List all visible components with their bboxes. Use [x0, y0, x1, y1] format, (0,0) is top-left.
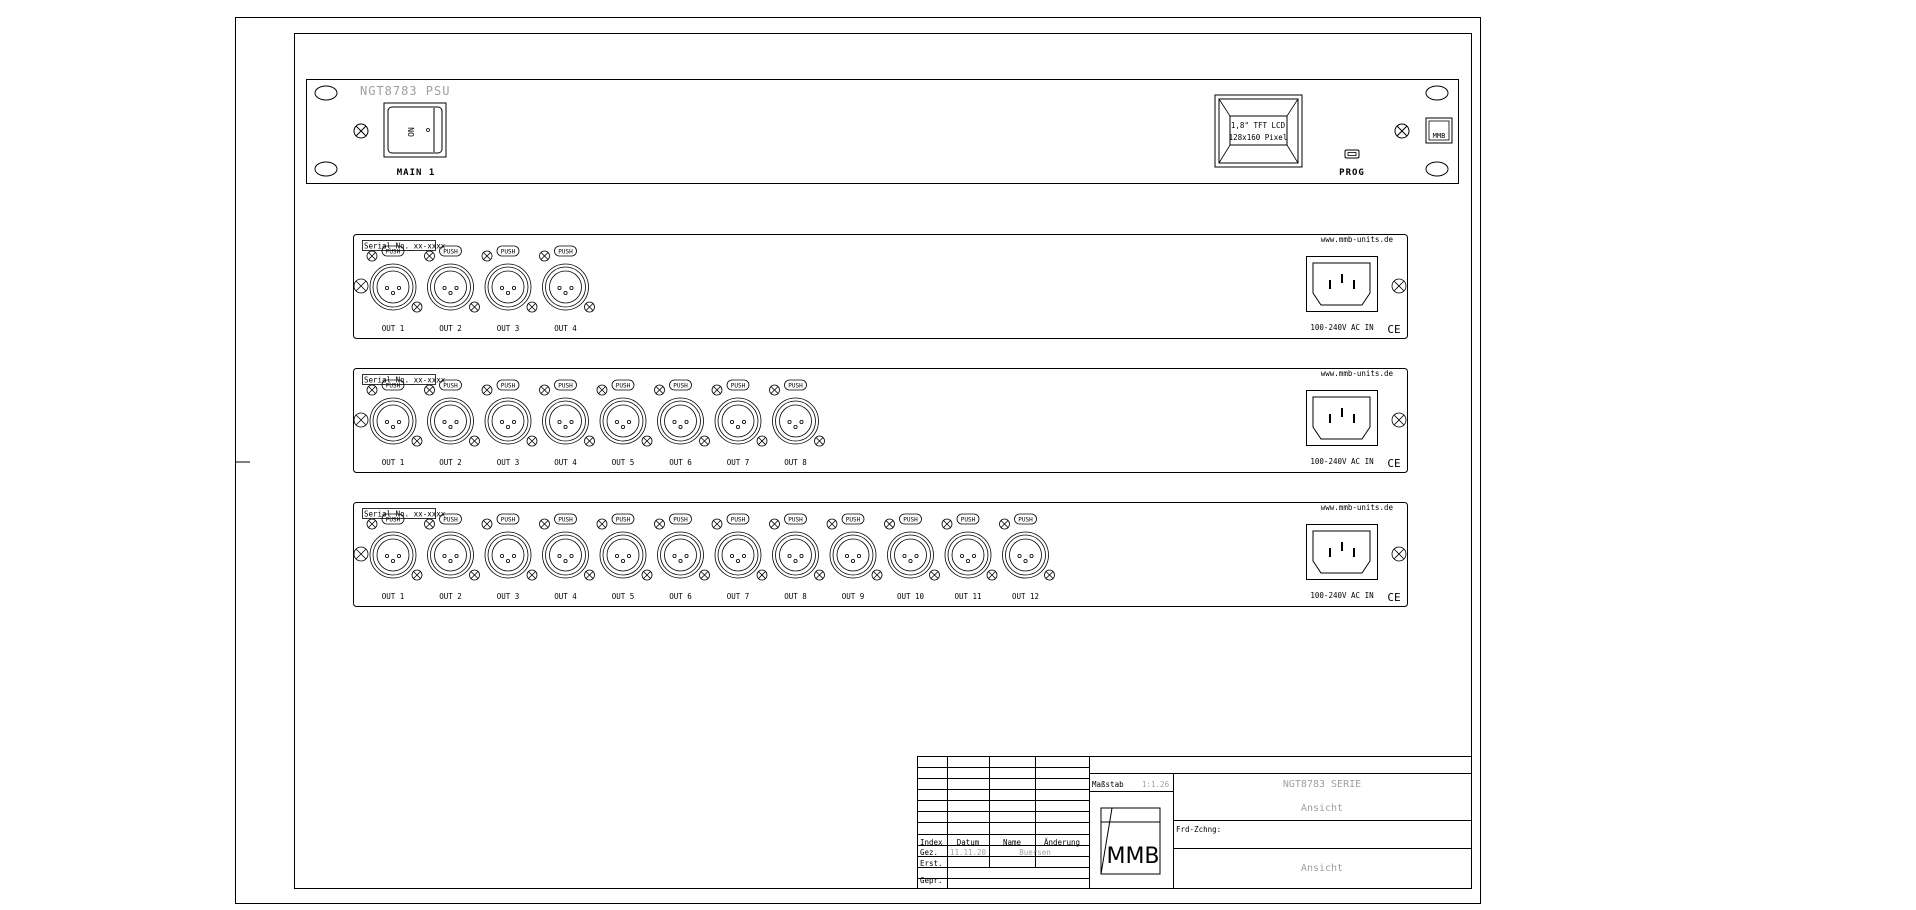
push-latch[interactable] — [497, 380, 519, 390]
screw-icon — [412, 436, 422, 446]
screw-icon — [482, 385, 492, 395]
push-latch[interactable] — [670, 380, 692, 390]
xlr-output-12[interactable] — [1000, 514, 1055, 580]
push-label: PUSH — [500, 516, 516, 524]
iec-power-inlet[interactable] — [1307, 391, 1378, 446]
xlr-output-7[interactable] — [712, 514, 767, 580]
xlr-output-2[interactable] — [425, 380, 480, 446]
push-label: PUSH — [558, 382, 573, 390]
rack-hole — [315, 86, 337, 100]
push-label: PUSH — [558, 516, 573, 524]
output-label: OUT 1 — [381, 324, 405, 333]
push-latch[interactable] — [497, 246, 519, 256]
serial-number: Serial_No._xx-xxxx — [364, 375, 446, 385]
screw-icon — [712, 519, 722, 529]
push-label: PUSH — [558, 248, 573, 256]
screw-icon — [815, 570, 825, 580]
col-header-name: Name — [1002, 838, 1022, 847]
push-latch[interactable] — [957, 514, 979, 524]
screw-icon — [1045, 570, 1055, 580]
screw-icon — [354, 279, 368, 293]
output-label: OUT 6 — [669, 458, 692, 467]
screw-icon — [597, 519, 607, 529]
screw-icon — [367, 251, 377, 261]
push-latch[interactable] — [612, 380, 634, 390]
push-label: PUSH — [385, 248, 401, 256]
push-latch[interactable] — [727, 514, 749, 524]
output-label: OUT 1 — [381, 458, 405, 467]
push-latch[interactable] — [612, 514, 634, 524]
push-latch[interactable] — [555, 380, 577, 390]
svg-text:MMB: MMB — [1106, 844, 1160, 869]
rack-hole — [1426, 162, 1448, 176]
screw-icon — [540, 385, 550, 395]
output-label: OUT 2 — [439, 324, 462, 333]
row-label-created: Erst. — [920, 859, 943, 868]
output-panel-3 — [354, 503, 1408, 607]
output-label: OUT 2 — [439, 458, 462, 467]
output-label: OUT 10 — [896, 592, 925, 601]
mmb-logo — [1101, 808, 1160, 874]
screw-icon — [1392, 547, 1406, 561]
row-label-drawn: Gez. — [920, 848, 939, 857]
row-date-drawn: 11.11.20 — [949, 848, 987, 857]
output-label: OUT 6 — [669, 592, 692, 601]
mmb-logo-small — [1426, 118, 1452, 143]
screw-icon — [770, 519, 780, 529]
rack-hole — [1426, 86, 1448, 100]
screw-icon — [482, 251, 492, 261]
push-label: PUSH — [385, 516, 401, 524]
main-power-switch[interactable] — [384, 103, 446, 157]
screw-icon — [425, 385, 435, 395]
screw-icon — [655, 519, 665, 529]
screw-icon — [540, 519, 550, 529]
screw-icon — [815, 436, 825, 446]
xlr-output-8[interactable] — [770, 380, 825, 446]
screw-icon — [987, 570, 997, 580]
xlr-output-3[interactable] — [482, 514, 537, 580]
xlr-output-1[interactable] — [367, 380, 422, 446]
scale-label: Maßstab — [1092, 780, 1124, 789]
push-latch[interactable] — [1015, 514, 1037, 524]
switch-state-label: ON — [407, 127, 416, 137]
output-label: OUT 7 — [726, 592, 750, 601]
xlr-output-1[interactable] — [367, 246, 422, 312]
xlr-output-8[interactable] — [770, 514, 825, 580]
screw-icon — [425, 519, 435, 529]
screw-icon — [597, 385, 607, 395]
iec-power-inlet[interactable] — [1307, 525, 1378, 580]
push-latch[interactable] — [555, 246, 577, 256]
output-label: OUT 5 — [611, 458, 635, 467]
push-label: PUSH — [615, 382, 631, 390]
push-label: PUSH — [385, 382, 401, 390]
screw-icon — [1395, 124, 1409, 138]
output-panel-1 — [354, 235, 1408, 339]
screw-icon — [700, 570, 710, 580]
screw-icon — [470, 302, 480, 312]
screw-icon — [585, 436, 595, 446]
drawing-view: Ansicht — [1300, 863, 1344, 874]
push-label: PUSH — [1018, 516, 1033, 524]
push-latch[interactable] — [670, 514, 692, 524]
screw-icon — [585, 302, 595, 312]
inner-frame — [295, 34, 1472, 889]
prog-label: PROG — [1339, 168, 1365, 178]
usb-port-icon[interactable] — [1345, 150, 1359, 158]
output-label: OUT 2 — [439, 592, 462, 601]
screw-icon — [700, 436, 710, 446]
output-label: OUT 4 — [554, 592, 577, 601]
push-label: PUSH — [673, 516, 688, 524]
output-label: OUT 8 — [784, 458, 807, 467]
screw-icon — [757, 570, 767, 580]
push-latch[interactable] — [785, 380, 807, 390]
ac-input-label: 100-240V AC IN — [1310, 323, 1374, 332]
screw-icon — [930, 570, 940, 580]
push-label: PUSH — [673, 382, 688, 390]
display-spec-line2: 128x160 Pixel — [1228, 133, 1288, 142]
screw-icon — [1392, 413, 1406, 427]
screw-icon — [642, 436, 652, 446]
drawing-subtitle: Ansicht — [1300, 803, 1344, 814]
output-label: OUT 1 — [381, 592, 405, 601]
screw-icon — [872, 570, 882, 580]
switch-label: MAIN 1 — [396, 168, 436, 178]
website-label: www.mmb-units.de — [1320, 235, 1393, 244]
screw-icon — [827, 519, 837, 529]
push-label: PUSH — [845, 516, 861, 524]
screw-icon — [425, 251, 435, 261]
push-latch[interactable] — [727, 380, 749, 390]
psu-front-panel — [307, 80, 1459, 184]
push-label: PUSH — [443, 382, 458, 390]
iec-power-inlet[interactable] — [1307, 257, 1378, 312]
drawing-title: NGT8783 SERIE — [1282, 779, 1362, 790]
xlr-output-7[interactable] — [712, 380, 767, 446]
display-spec-line1: 1,8" TFT LCD — [1230, 121, 1286, 130]
push-label: PUSH — [500, 248, 516, 256]
push-latch[interactable] — [497, 514, 519, 524]
title-block — [917, 756, 1472, 889]
outer-frame — [236, 18, 1481, 904]
push-latch[interactable] — [900, 514, 922, 524]
xlr-output-6[interactable] — [655, 380, 710, 446]
output-label: OUT 5 — [611, 592, 635, 601]
screw-icon — [470, 436, 480, 446]
xlr-output-3[interactable] — [482, 380, 537, 446]
output-label: OUT 11 — [954, 592, 982, 601]
screw-icon — [367, 519, 377, 529]
push-label: PUSH — [443, 248, 458, 256]
ce-mark: CE — [1387, 457, 1401, 470]
xlr-output-10[interactable] — [885, 514, 940, 580]
output-label: OUT 3 — [496, 458, 520, 467]
xlr-output-2[interactable] — [425, 514, 480, 580]
screw-icon — [642, 570, 652, 580]
svg-text:MMB: MMB — [1432, 132, 1446, 140]
push-label: PUSH — [903, 516, 918, 524]
output-label: OUT 4 — [554, 324, 577, 333]
push-label: PUSH — [730, 516, 746, 524]
screw-icon — [354, 413, 368, 427]
push-label: PUSH — [788, 516, 803, 524]
screw-icon — [1000, 519, 1010, 529]
output-panel-2 — [354, 369, 1408, 473]
xlr-output-11[interactable] — [942, 514, 997, 580]
xlr-output-4[interactable] — [540, 514, 595, 580]
col-header-change: Änderung — [1043, 838, 1081, 847]
ac-input-label: 100-240V AC IN — [1310, 591, 1374, 600]
output-label: OUT 12 — [1011, 592, 1040, 601]
screw-icon — [527, 302, 537, 312]
rack-hole — [315, 162, 337, 176]
output-label: OUT 3 — [496, 324, 520, 333]
col-header-date: Datum — [956, 838, 980, 847]
row-label-checked: Gepr. — [920, 876, 943, 885]
screw-icon — [885, 519, 895, 529]
xlr-output-3[interactable] — [482, 246, 537, 312]
output-label: OUT 7 — [726, 458, 750, 467]
serial-number: Serial_No._xx-xxxx — [364, 509, 446, 519]
screw-icon — [712, 385, 722, 395]
ac-input-label: 100-240V AC IN — [1310, 457, 1374, 466]
xlr-output-4[interactable] — [540, 380, 595, 446]
screw-icon — [412, 570, 422, 580]
screw-icon — [470, 570, 480, 580]
xlr-output-6[interactable] — [655, 514, 710, 580]
xlr-output-5[interactable] — [597, 514, 652, 580]
output-label: OUT 9 — [841, 592, 865, 601]
push-label: PUSH — [500, 382, 516, 390]
serial-number: Serial_No._xx-xxxx — [364, 241, 446, 251]
xlr-output-4[interactable] — [540, 246, 595, 312]
output-label: OUT 8 — [784, 592, 807, 601]
push-label: PUSH — [615, 516, 631, 524]
distribution-panels — [354, 235, 1408, 607]
xlr-output-5[interactable] — [597, 380, 652, 446]
output-label: OUT 4 — [554, 458, 577, 467]
screw-icon — [770, 385, 780, 395]
push-latch[interactable] — [842, 514, 864, 524]
push-label: PUSH — [788, 382, 803, 390]
push-label: PUSH — [730, 382, 746, 390]
screw-icon — [412, 302, 422, 312]
screw-icon — [527, 570, 537, 580]
xlr-output-2[interactable] — [425, 246, 480, 312]
xlr-output-1[interactable] — [367, 514, 422, 580]
ce-mark: CE — [1387, 323, 1401, 336]
screw-icon — [482, 519, 492, 529]
website-label: www.mmb-units.de — [1320, 503, 1393, 512]
screw-icon — [585, 570, 595, 580]
xlr-output-9[interactable] — [827, 514, 882, 580]
push-label: PUSH — [960, 516, 976, 524]
website-label: www.mmb-units.de — [1320, 369, 1393, 378]
screw-icon — [354, 124, 368, 138]
lcd-display — [1215, 95, 1302, 167]
output-label: OUT 3 — [496, 592, 520, 601]
row-name-drawn: Buersen — [1019, 848, 1051, 857]
scale-value: 1:1.26 — [1142, 780, 1170, 789]
psu-model-label: NGT8783 PSU — [360, 84, 451, 98]
screw-icon — [655, 385, 665, 395]
ce-mark: CE — [1387, 591, 1401, 604]
screw-icon — [540, 251, 550, 261]
screw-icon — [942, 519, 952, 529]
screw-icon — [527, 436, 537, 446]
push-latch[interactable] — [555, 514, 577, 524]
screw-icon — [757, 436, 767, 446]
screw-icon — [1392, 279, 1406, 293]
drawing-number-label: Frd-Zchng: — [1176, 825, 1222, 834]
screw-icon — [367, 385, 377, 395]
push-latch[interactable] — [785, 514, 807, 524]
col-header-index: Index — [920, 838, 943, 847]
push-label: PUSH — [443, 516, 458, 524]
screw-icon — [354, 547, 368, 561]
